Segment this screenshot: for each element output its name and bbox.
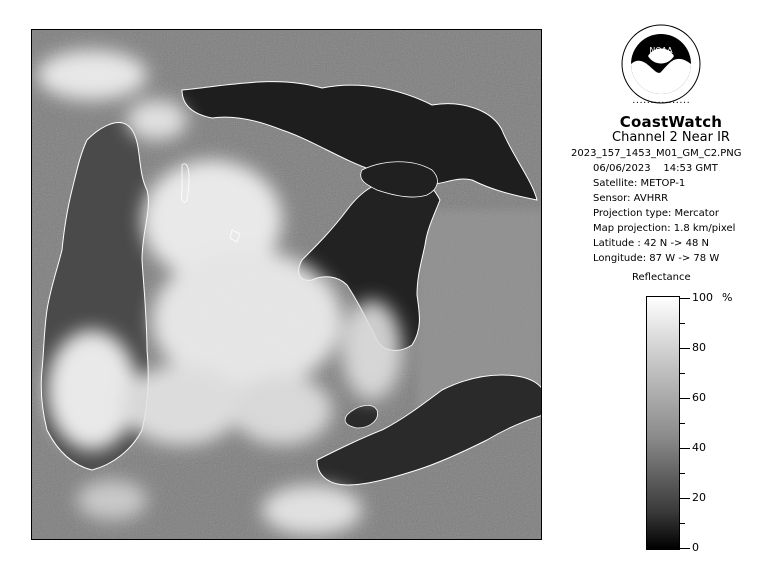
projection-type-label: Projection type: Mercator	[593, 208, 719, 219]
colorbar-minor-tick	[680, 523, 685, 524]
latitude-label: Latitude : 42 N -> 48 N	[593, 238, 709, 249]
colorbar-tick	[680, 498, 690, 499]
svg-text:• • • • • • • • • • • • • • •: • • • • • • • • • • • • • • • •	[632, 100, 690, 105]
colorbar-unit: %	[722, 291, 733, 304]
noaa-seal-icon	[620, 22, 702, 108]
colorbar-label-80: 80	[692, 341, 706, 354]
satellite-map	[31, 29, 542, 540]
map-projection-label: Map projection: 1.8 km/pixel	[593, 223, 736, 234]
colorbar-tick	[680, 548, 690, 549]
colorbar-tick	[680, 298, 690, 299]
colorbar-minor-tick	[680, 323, 685, 324]
app-title: CoastWatch	[619, 113, 723, 131]
colorbar-label-0: 0	[692, 541, 699, 554]
channel-subtitle: Channel 2 Near IR	[612, 130, 730, 145]
datetime-label	[593, 163, 718, 174]
sensor-label: Sensor: AVHRR	[593, 193, 669, 204]
colorbar-title: Reflectance	[632, 272, 691, 283]
date-value: 06/06/2023	[593, 163, 651, 174]
colorbar-minor-tick	[680, 423, 685, 424]
logo-text: NOAA	[649, 46, 673, 55]
colorbar-label-20: 20	[692, 491, 706, 504]
colorbar-tick	[680, 448, 690, 449]
colorbar-label-60: 60	[692, 391, 706, 404]
reflectance-colorbar	[646, 296, 680, 550]
satellite-label: Satellite: METOP-1	[593, 178, 686, 189]
colorbar-tick	[680, 398, 690, 399]
longitude-label: Longitude: 87 W -> 78 W	[593, 253, 720, 264]
colorbar-minor-tick	[680, 473, 685, 474]
filename-label: 2023_157_1453_M01_GM_C2.PNG	[571, 148, 742, 159]
time-value: 14:53 GMT	[663, 163, 718, 174]
colorbar-label-100: 100	[692, 291, 713, 304]
colorbar-tick	[680, 348, 690, 349]
colorbar-minor-tick	[680, 373, 685, 374]
colorbar-label-40: 40	[692, 441, 706, 454]
